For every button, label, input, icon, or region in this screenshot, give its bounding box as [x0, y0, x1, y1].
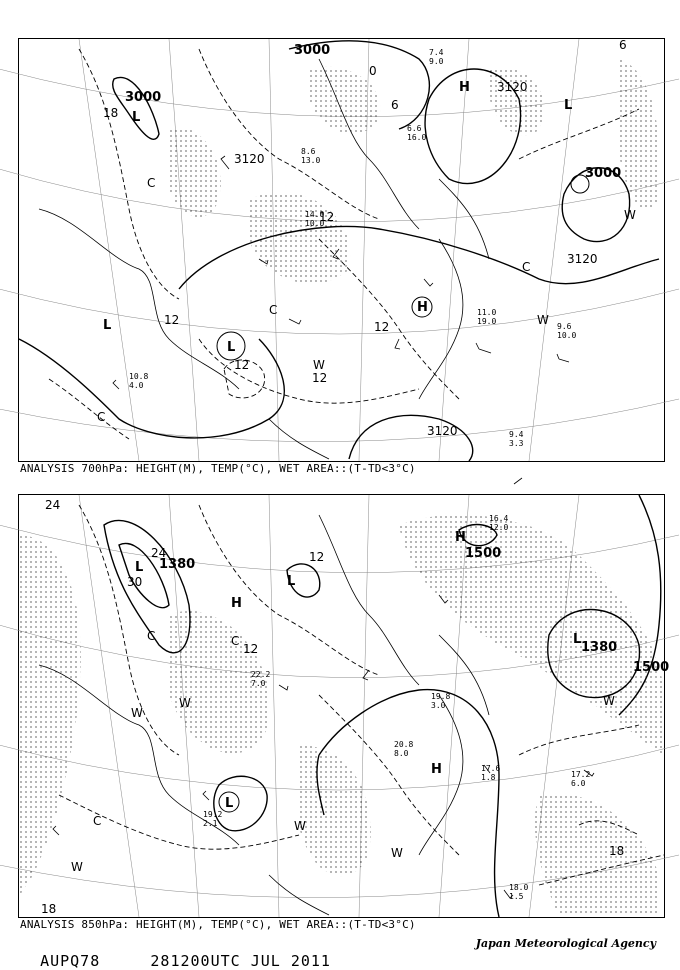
warm-marker: W: [537, 313, 549, 327]
station-temp: 9.4: [509, 430, 524, 439]
station-plot: [431, 692, 450, 710]
isotherm-label: 18: [609, 844, 625, 858]
map-panel-850hpa: [18, 494, 670, 918]
station-plot: [407, 124, 426, 142]
station-plot: [489, 514, 508, 532]
station-dewpoint: 1.8: [481, 773, 496, 782]
station-dewpoint: 6.0: [571, 779, 586, 788]
station-plot: [557, 322, 576, 340]
map-panel-700hpa: [18, 38, 665, 462]
isotherm-label: 12: [374, 320, 390, 334]
warm-marker: W: [71, 860, 83, 874]
station-plot: [305, 210, 324, 228]
contour-label: 3000: [294, 43, 331, 58]
warm-marker: W: [603, 694, 615, 708]
chart-identifier: [20, 934, 331, 970]
station-temp: 14.0: [305, 210, 325, 219]
contour-label: 3120: [427, 424, 458, 438]
contour-label: 3000: [585, 166, 622, 181]
station-temp: 22.2: [251, 670, 271, 679]
station-plot: [251, 670, 270, 688]
cold-marker: C: [93, 814, 102, 828]
cold-marker: C: [147, 176, 156, 190]
high-pressure-center: H: [431, 762, 442, 777]
isotherm-label: 0: [369, 64, 377, 78]
station-temp: 11.0: [477, 308, 497, 317]
low-pressure-center: L: [287, 574, 296, 589]
station-dewpoint: 16.0: [407, 133, 427, 142]
low-pressure-center: L: [103, 318, 112, 333]
station-temp: 6.6: [407, 124, 422, 133]
cold-marker: C: [231, 634, 240, 648]
station-dewpoint: 9.0: [429, 57, 444, 66]
station-plot: [509, 430, 524, 448]
station-dewpoint: 3.0: [431, 701, 446, 710]
isotherm-label: 12: [243, 642, 259, 656]
isotherm-label: 12: [312, 371, 328, 385]
contour-label: 3000: [125, 90, 162, 105]
station-plot: [509, 883, 528, 901]
isotherm-label: 18: [103, 106, 119, 120]
station-dewpoint: 2.1: [203, 819, 218, 828]
warm-marker: W: [624, 208, 636, 222]
isotherm-label: 24: [151, 546, 167, 560]
high-pressure-center: H: [231, 596, 242, 611]
station-temp: 18.0: [509, 883, 529, 892]
station-temp: 9.6: [557, 322, 572, 331]
warm-marker: W: [294, 819, 306, 833]
station-dewpoint: 7.0: [251, 679, 266, 688]
map-700hpa-svg: [19, 39, 664, 461]
contour-label: 3120: [497, 80, 528, 94]
station-temp: 19.2: [203, 810, 223, 819]
contour-label: 1380: [159, 557, 196, 572]
cold-marker: C: [269, 303, 278, 317]
station-dewpoint: 1.5: [509, 892, 524, 901]
station-dewpoint: 19.0: [477, 317, 497, 326]
station-temp: 20.8: [394, 740, 414, 749]
isotherm-label: 12: [234, 358, 250, 372]
high-pressure-center: H: [417, 300, 428, 315]
valid-time: 281200UTC JUL 2011: [150, 952, 331, 970]
station-plot: [203, 810, 222, 828]
station-temp: 16.4: [489, 514, 509, 523]
station-temp: 17.2: [571, 770, 591, 779]
station-temp: 8.6: [301, 147, 316, 156]
station-temp: 17.6: [481, 764, 501, 773]
isotherm-label: 6: [391, 98, 399, 112]
isotherm-label: 12: [164, 313, 180, 327]
agency-credit: Japan Meteorological Agency: [475, 937, 656, 950]
isotherm-label: 18: [41, 902, 57, 916]
cold-marker: C: [522, 260, 531, 274]
station-plot: [481, 764, 500, 782]
high-pressure-center: H: [455, 530, 466, 545]
contour-label: 3120: [234, 152, 265, 166]
warm-marker: W: [179, 696, 191, 710]
station-dewpoint: 3.3: [509, 439, 524, 448]
contour-label: 1380: [581, 640, 618, 655]
isotherm-label: 24: [45, 498, 61, 512]
panel-caption-700hpa: ANALYSIS 700hPa: HEIGHT(M), TEMP(°C), WET AREA::(T-TD<3°C): [20, 462, 416, 475]
low-pressure-center: L: [135, 560, 144, 575]
low-pressure-center: L: [564, 98, 573, 113]
warm-marker: W: [131, 706, 143, 720]
warm-marker: W: [313, 358, 325, 372]
station-dewpoint: 10.0: [305, 219, 325, 228]
station-dewpoint: 12.0: [489, 523, 509, 532]
wet-areas: [19, 515, 664, 915]
station-plot: [571, 770, 590, 788]
warm-marker: W: [391, 846, 403, 860]
low-pressure-center: L: [225, 796, 234, 811]
station-plot: [129, 372, 148, 390]
contour-label: 1500: [633, 660, 670, 675]
station-dewpoint: 10.0: [557, 331, 577, 340]
header-code: AUPQ78: [40, 952, 101, 970]
station-dewpoint: 13.0: [301, 156, 321, 165]
cold-marker: C: [147, 629, 156, 643]
cold-marker: C: [97, 410, 106, 424]
contour-label: 3120: [567, 252, 598, 266]
isotherm-label: 6: [619, 38, 627, 52]
map-850hpa-svg: [19, 495, 670, 917]
isotherm-label: 12: [309, 550, 325, 564]
isotherm-label: 12: [319, 210, 335, 224]
high-pressure-center: H: [459, 80, 470, 95]
low-pressure-center: L: [573, 632, 582, 647]
station-plot: [429, 48, 444, 66]
station-temp: 10.8: [129, 372, 149, 381]
station-plot: [301, 147, 320, 165]
station-temp: 19.8: [431, 692, 451, 701]
isotherm-label: 30: [127, 575, 143, 589]
low-pressure-center: L: [132, 110, 141, 125]
low-pressure-center: L: [227, 340, 236, 355]
station-dewpoint: 4.0: [129, 381, 144, 390]
contour-label: 1500: [465, 546, 502, 561]
station-dewpoint: 8.0: [394, 749, 409, 758]
station-plot: [394, 740, 413, 758]
station-plot: [477, 308, 496, 326]
station-temp: 7.4: [429, 48, 444, 57]
panel-caption-850hpa: ANALYSIS 850hPa: HEIGHT(M), TEMP(°C), WET AREA::(T-TD<3°C): [20, 918, 416, 931]
